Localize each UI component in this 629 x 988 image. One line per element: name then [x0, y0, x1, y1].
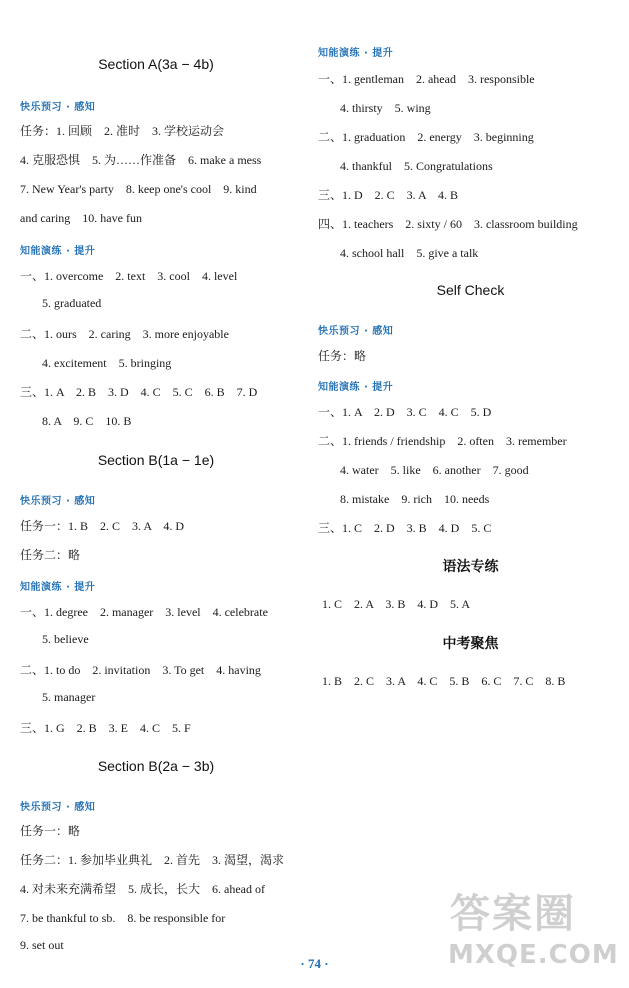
- answer-line: 一、1. gentleman 2. ahead 3. responsible: [318, 72, 535, 86]
- self-check-title: Self Check: [436, 282, 505, 298]
- answer-line: 二、1. graduation 2. energy 3. beginning: [318, 130, 534, 144]
- answer-line: 9. set out: [20, 938, 64, 952]
- section-a-title: Section A(3a − 4b): [98, 56, 214, 72]
- answer-line: 三、1. D 2. C 3. A 4. B: [318, 188, 459, 202]
- answer-line: 7. be thankful to sb. 8. be responsible for: [20, 911, 226, 925]
- answer-line: 4. 克服恐惧 5. 为……作准备 6. make a mess: [20, 153, 262, 167]
- answer-line: 三、1. C 2. D 3. B 4. D 5. C: [318, 521, 492, 535]
- answer-line: 8. A 9. C 10. B: [42, 414, 132, 428]
- grammar-title: 语法专练: [442, 559, 499, 575]
- answer-line: 5. believe: [42, 632, 89, 646]
- answer-line: 二、1. friends / friendship 2. often 3. remember: [318, 434, 567, 448]
- page-number: · 74 ·: [300, 956, 329, 971]
- answer-line: 1. C 2. A 3. B 4. D 5. A: [322, 597, 471, 611]
- practice-label: 知能演练 · 提升: [318, 382, 394, 393]
- answer-line: 任务二：略: [20, 548, 81, 562]
- answer-line: 二、1. ours 2. caring 3. more enjoyable: [20, 327, 229, 341]
- answer-line: 4. thirsty 5. wing: [340, 101, 431, 115]
- practice-label: 知能演练 · 提升: [318, 48, 394, 59]
- watermark-url: MXQE.COM: [448, 940, 619, 970]
- answer-line: 三、1. G 2. B 3. E 4. C 5. F: [20, 721, 191, 735]
- section-b1-title: Section B(1a − 1e): [97, 452, 215, 468]
- exam-focus-title: 中考聚焦: [442, 636, 499, 652]
- section-b2-title: Section B(2a − 3b): [97, 758, 215, 774]
- preview-label: 快乐预习 · 感知: [20, 102, 96, 113]
- answer-line: 一、1. A 2. D 3. C 4. C 5. D: [318, 405, 492, 419]
- answer-line: and caring 10. have fun: [20, 211, 142, 225]
- answer-line: 7. New Year's party 8. keep one's cool 9. kind: [20, 182, 257, 196]
- answer-line: 4. water 5. like 6. another 7. good: [340, 463, 529, 477]
- answer-line: 8. mistake 9. rich 10. needs: [340, 492, 490, 506]
- answer-line: 1. B 2. C 3. A 4. C 5. B 6. C 7. C 8. B: [322, 674, 566, 688]
- answer-line: 4. 对未来充满希望 5. 成长，长大 6. ahead of: [20, 882, 265, 896]
- answer-line: 任务一：1. B 2. C 3. A 4. D: [20, 519, 185, 533]
- answer-line: 任务一：略: [20, 824, 81, 838]
- preview-label: 快乐预习 · 感知: [20, 496, 96, 507]
- watermark-text: 答案圈: [450, 891, 576, 937]
- answer-line: 5. graduated: [42, 296, 102, 310]
- answer-line: 一、1. degree 2. manager 3. level 4. celebrate: [20, 605, 268, 619]
- answer-line: 4. excitement 5. bringing: [42, 356, 172, 370]
- answer-line: 四、1. teachers 2. sixty / 60 3. classroom building: [318, 217, 578, 231]
- preview-label: 快乐预习 · 感知: [20, 802, 96, 813]
- practice-label: 知能演练 · 提升: [20, 246, 96, 257]
- answer-line: 4. school hall 5. give a talk: [340, 246, 479, 260]
- practice-label: 知能演练 · 提升: [20, 582, 96, 593]
- answer-line: 一、1. overcome 2. text 3. cool 4. level: [20, 269, 238, 283]
- answer-line: 任务：1. 回顾 2. 准时 3. 学校运动会: [20, 124, 225, 138]
- preview-label: 快乐预习 · 感知: [318, 326, 394, 337]
- answer-line: 二、1. to do 2. invitation 3. To get 4. having: [20, 663, 261, 677]
- answer-line: 4. thankful 5. Congratulations: [340, 159, 493, 173]
- answer-line: 任务二：1. 参加毕业典礼 2. 首先 3. 渴望，渴求: [20, 853, 285, 867]
- answer-line: 5. manager: [42, 690, 96, 704]
- answer-line: 任务：略: [318, 349, 367, 363]
- answer-line: 三、1. A 2. B 3. D 4. C 5. C 6. B 7. D: [20, 385, 258, 399]
